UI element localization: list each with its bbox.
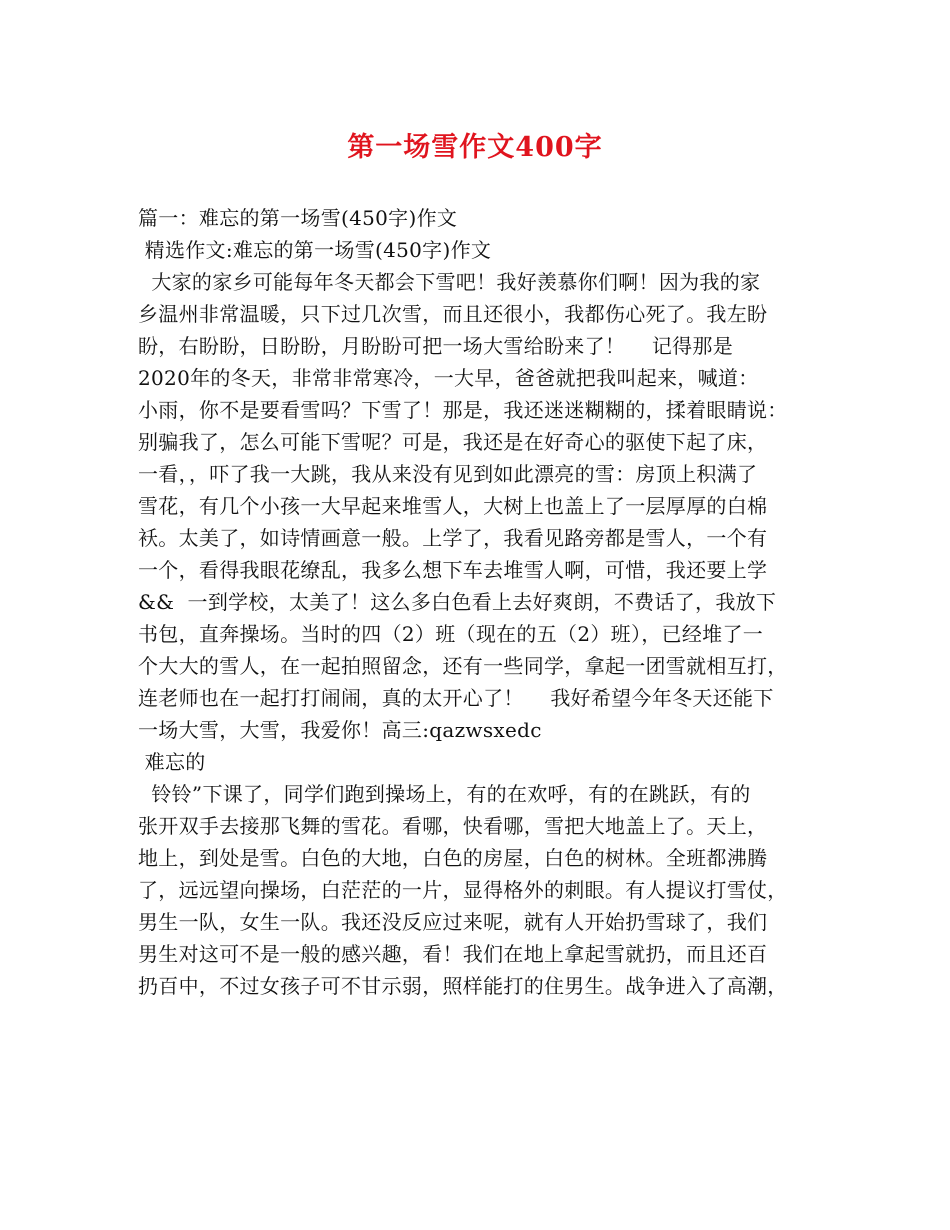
text-line: 乡温州非常温暖，只下过几次雪，而且还很小，我都伤心死了。我左盼: [138, 302, 768, 326]
text-line: 一场大雪，大雪，我爱你！高三:qazwsxedc: [138, 718, 542, 742]
text-line: 2020年的冬天，非常非常寒冷，一大早，爸爸就把我叫起来，喊道：: [138, 366, 759, 390]
text-line: 男生对这可不是一般的感兴趣，看！我们在地上拿起雪就扔，而且还百: [138, 942, 768, 966]
text-line: && 一到学校，太美了！这么多白色看上去好爽朗，不费话了，我放下: [138, 590, 777, 614]
text-line: 雪花，有几个小孩一大早起来堆雪人，大树上也盖上了一层厚厚的白棉: [138, 494, 768, 518]
text-line: 铃铃”下课了，同学们跑到操场上，有的在欢呼，有的在跳跃，有的: [138, 782, 751, 806]
text-line: 扔百中，不过女孩子可不甘示弱，照样能打的住男生。战争进入了高潮，: [138, 974, 788, 998]
text-line: 盼，右盼盼，日盼盼，月盼盼可把一场大雪给盼来了！ 记得那是: [138, 334, 734, 358]
text-line: 别骗我了，怎么可能下雪呢？可是，我还是在好奇心的驱使下起了床，: [138, 430, 768, 454]
text-line: 一个，看得我眼花缭乱，我多么想下车去堆雪人啊，可惜，我还要上学: [138, 558, 768, 582]
text-line: 了，远远望向操场，白茫茫的一片，显得格外的刺眼。有人提议打雪仗，: [138, 878, 788, 902]
text-line: 个大大的雪人，在一起拍照留念，还有一些同学，拿起一团雪就相互打，: [138, 654, 788, 678]
text-line: 一看，，吓了我一大跳，我从来没有见到如此漂亮的雪：房顶上积满了: [138, 462, 758, 486]
text-line: 连老师也在一起打打闹闹，真的太开心了！ 我好希望今年冬天还能下: [138, 686, 774, 710]
document-title: 第一场雪作文400字: [347, 132, 603, 163]
text-line: 书包，直奔操场。当时的四（2）班（现在的五（2）班），已经堆了一: [138, 622, 764, 646]
document-body: [138, 202, 818, 1002]
text-line: 张开双手去接那飞舞的雪花。看哪，快看哪，雪把大地盖上了。天上，: [138, 814, 768, 838]
text-line: 大家的家乡可能每年冬天都会下雪吧！我好羡慕你们啊！因为我的家: [138, 270, 761, 294]
text-line: 袄。太美了，如诗情画意一般。上学了，我看见路旁都是雪人，一个有: [138, 526, 768, 550]
text-line: 男生一队，女生一队。我还没反应过来呢，就有人开始扔雪球了，我们: [138, 910, 768, 934]
text-line: 小雨，你不是要看雪吗？下雪了！那是，我还迷迷糊糊的，揉着眼睛说：: [138, 398, 788, 422]
text-line: 精选作文:难忘的第一场雪(450字)作文: [138, 238, 492, 262]
text-line: 难忘的: [138, 750, 206, 774]
text-line: 地上，到处是雪。白色的大地，白色的房屋，白色的树林。全班都沸腾: [138, 846, 768, 870]
text-line: 篇一：难忘的第一场雪(450字)作文: [138, 206, 458, 230]
